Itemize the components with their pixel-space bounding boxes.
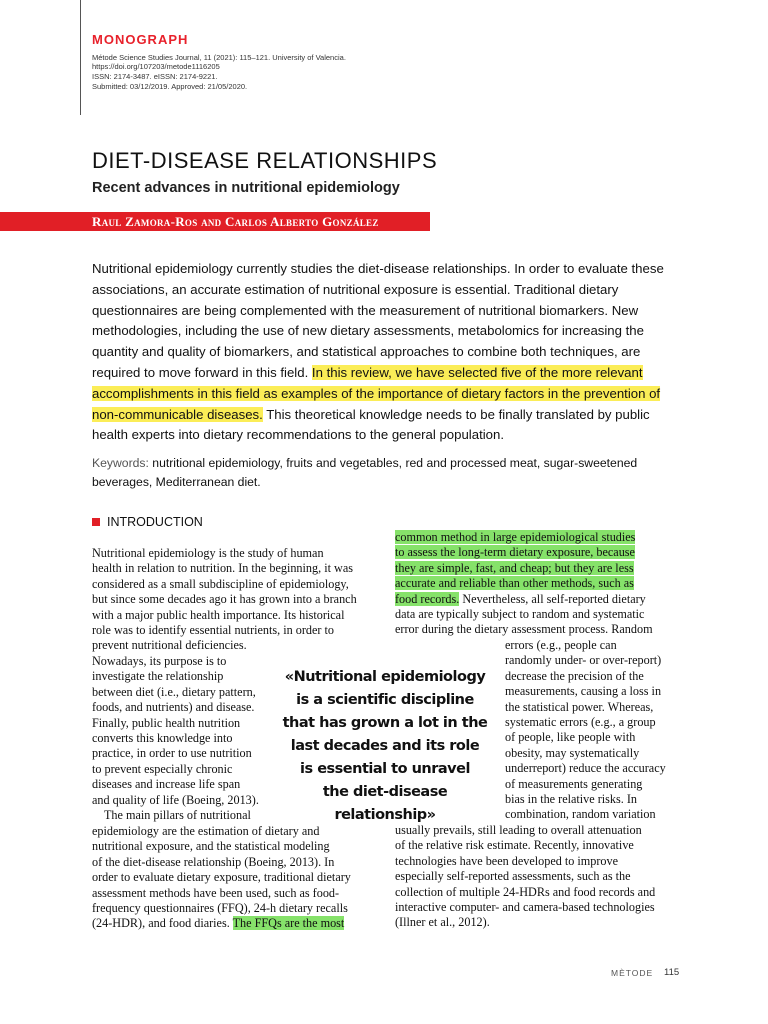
body-line	[395, 561, 653, 576]
highlight-green: common method in large epidemiological studies	[395, 530, 636, 544]
highlight-green: accurate and reliable than other methods, such as	[395, 576, 634, 591]
pull-quote-line: «Nutritional epidemiology	[284, 669, 486, 685]
body-line: of the relative risk estimate. Recently, innovative	[395, 838, 634, 853]
keywords-label: Keywords:	[92, 456, 153, 470]
body-line: between diet (i.e., dietary pattern,	[92, 684, 256, 699]
body-line: order to evaluate dietary exposure, traditional dietary	[92, 870, 351, 885]
highlight-green: food records.	[395, 591, 460, 606]
body-line: and quality of life (Boeing, 2013).	[92, 792, 259, 807]
body-line: practice, in order to use nutrition	[92, 746, 252, 761]
body-line: interactive computer- and camera-based technologies	[395, 900, 655, 915]
pull-quote-line: last decades and its role	[290, 738, 480, 754]
body-line: of measurements generating	[505, 776, 643, 791]
left-column-top	[92, 546, 357, 654]
page-number: 115	[664, 967, 680, 978]
body-line: health in relation to nutrition. In the beginning, it was	[92, 561, 353, 576]
left-column-bottom	[92, 824, 351, 932]
body-line: errors (e.g., people can	[505, 638, 617, 652]
body-line	[395, 576, 653, 591]
body-line: to prevent especially chronic	[92, 761, 233, 776]
body-line: Finally, public health nutrition	[92, 715, 241, 730]
pull-quote-line: is a scientific discipline	[296, 692, 474, 708]
body-line: collection of multiple 24-HDRs and food records and	[395, 884, 656, 899]
body-line: converts this knowledge into	[92, 731, 233, 746]
issn: ISSN: 2174-3487. eISSN: 2174-9221.	[92, 72, 218, 81]
body-line: combination, random variation	[505, 807, 656, 822]
pull-quote-line: is essential to unravel	[300, 761, 470, 777]
right-column-top	[395, 530, 653, 638]
body-line	[395, 545, 653, 560]
body-line: measurements, causing a loss in	[505, 684, 662, 699]
body-line: systematic errors (e.g., a group	[505, 715, 656, 730]
abstract-text-1: Nutritional epidemiology currently studies the diet-disease relationships. In order to evaluate these associations, an accurate estimation of nutritional exposure is essential. Traditional dietary questionnaires are being complemented with the measurement of nutritional biomarkers. New methodologies, including the use of new dietary assessments, metabolomics for increasing the quantity and quality of biomarkers, and statistical approaches to combine both techniques, are required to move forward in this field.	[92, 261, 664, 380]
body-line: randomly under- or over-report)	[505, 653, 662, 668]
body-line	[395, 530, 653, 545]
body-line: frequency questionnaires (FFQ), 24-h dietary recalls	[92, 901, 348, 916]
body-line: (Illner et al., 2012).	[395, 915, 490, 930]
body-line: of the diet-disease relationship (Boeing, 2013). In	[92, 854, 335, 869]
body-text: (24-HDR), and food diaries.	[92, 916, 233, 931]
body-line: diseases and increase life span	[92, 777, 241, 792]
doi-link[interactable]: https://doi.org/107203/metode1116205	[92, 62, 220, 71]
body-line: Nutritional epidemiology is the study of human	[92, 546, 324, 560]
body-line: foods, and nutrients) and disease.	[92, 700, 255, 715]
pull-quote-line: that has grown a lot in the	[282, 715, 488, 731]
body-line	[395, 592, 653, 607]
article-subtitle: Recent advances in nutritional epidemiology	[92, 180, 400, 196]
body-line: assessment methods have been used, such as food-	[92, 885, 340, 900]
abstract-text-2: This theoretical knowledge needs to be finally translated by public health experts into dietary recommendations to the general population.	[92, 406, 650, 443]
body-line: Nowadays, its purpose is to	[92, 654, 227, 668]
footer-journal: MÈTODE	[611, 968, 654, 978]
highlight-green: they are simple, fast, and cheap; but they are less	[395, 560, 634, 575]
body-line: prevent nutritional deficiencies.	[92, 638, 247, 653]
body-line: obesity, may systematically	[505, 745, 640, 760]
body-line: role was to identify essential nutrients, in order to	[92, 623, 335, 638]
margin-rule	[80, 0, 81, 115]
keywords-text: nutritional epidemiology, fruits and vegetables, red and processed meat, sugar-sweetened beverages, Mediterranean diet.	[92, 456, 638, 489]
right-column-bottom	[395, 823, 655, 931]
highlight-green: to assess the long-term dietary exposure, because	[395, 545, 635, 560]
body-line: bias in the relative risks. In	[505, 792, 637, 807]
body-line: underreport) reduce the accuracy	[505, 761, 666, 776]
left-column-narrow	[92, 654, 259, 823]
body-line: with a major public health importance. Its historical	[92, 607, 345, 622]
abstract-highlight: In this review, we have selected five of the more relevant accomplishments in this field as examples of the importance of dietary factors in the prevention of non-communicable diseases.	[92, 364, 661, 422]
body-line: epidemiology are the estimation of dietary and	[92, 824, 320, 838]
section-label: MONOGRAPH	[92, 32, 189, 47]
abstract	[92, 259, 682, 446]
body-line: usually prevails, still leading to overall attenuation	[395, 823, 642, 837]
body-line: data are typically subject to random and systematic	[395, 607, 645, 622]
submission-dates: Submitted: 03/12/2019. Approved: 21/05/2020.	[92, 82, 248, 91]
pull-quote	[280, 666, 490, 827]
body-line: The main pillars of nutritional	[92, 808, 251, 823]
body-line: investigate the relationship	[92, 669, 224, 684]
body-line: especially self-reported assessments, such as the	[395, 869, 631, 884]
body-line: but since some decades ago it has grown into a branch	[92, 592, 357, 607]
section-bullet-icon	[92, 518, 100, 526]
keywords	[92, 454, 682, 492]
body-line: decrease the precision of the	[505, 668, 644, 683]
highlight-green: The FFQs are the most	[232, 916, 345, 931]
body-text: Nevertheless, all self-reported dietary	[459, 591, 646, 606]
journal-citation: Métode Science Studies Journal, 11 (2021): 115–121. University of Valencia.	[92, 53, 346, 62]
section-heading-introduction: INTRODUCTION	[107, 515, 203, 529]
body-line	[92, 916, 351, 931]
body-line: technologies have been developed to improve	[395, 853, 619, 868]
body-line: error during the dietary assessment process. Random	[395, 622, 653, 637]
body-line: the statistical power. Whereas,	[505, 699, 654, 714]
author-names: Raul Zamora-Ros and Carlos Alberto González	[92, 214, 379, 229]
body-line: considered as a small subdiscipline of epidemiology,	[92, 576, 349, 591]
body-line: nutritional exposure, and the statistical modeling	[92, 839, 330, 854]
body-line: of people, like people with	[505, 730, 636, 745]
right-column-narrow	[505, 638, 666, 823]
pull-quote-line: the diet-disease relationship»	[322, 784, 448, 823]
article-title: DIET-DISEASE RELATIONSHIPS	[92, 148, 438, 173]
